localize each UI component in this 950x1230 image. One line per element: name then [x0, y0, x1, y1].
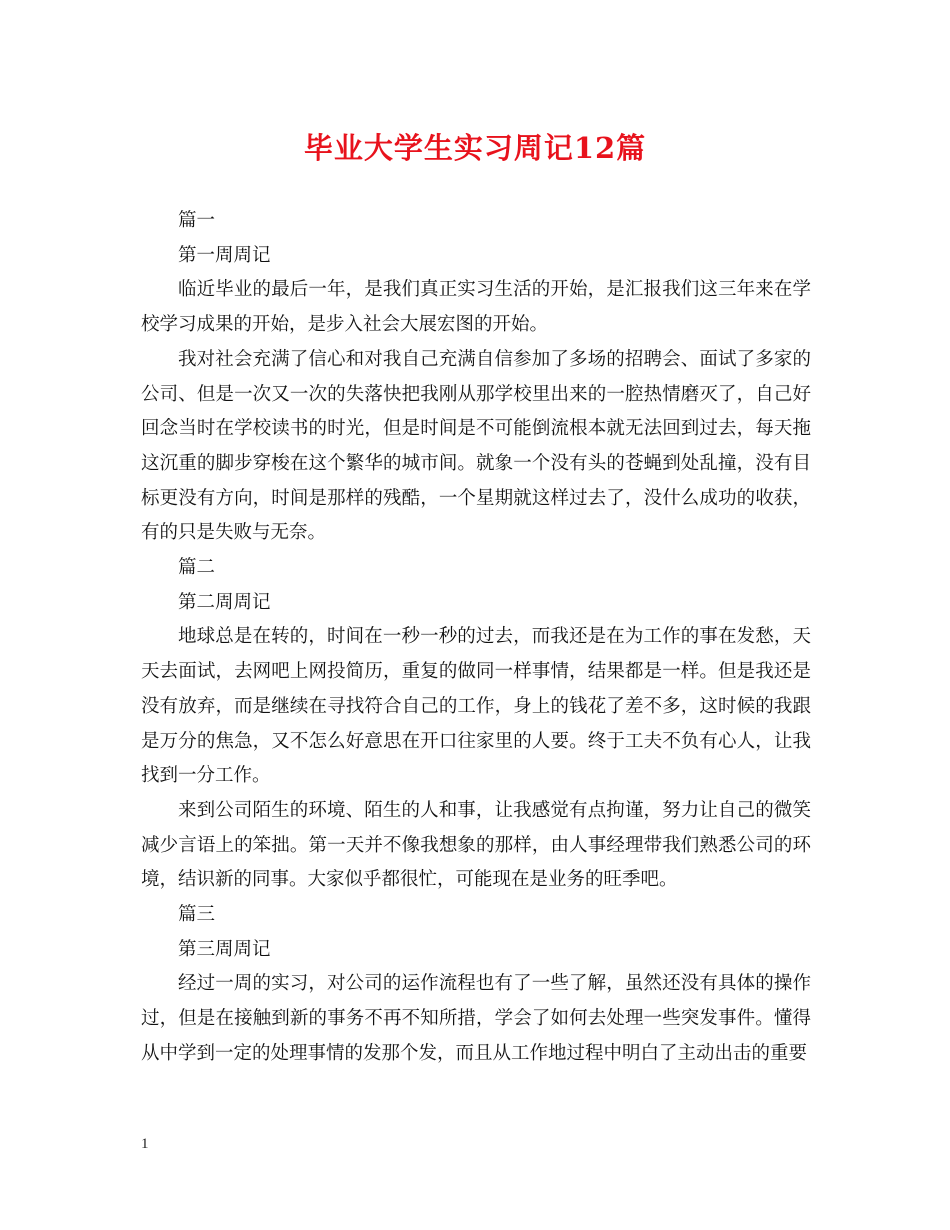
paragraph-section-label: 篇三 [178, 904, 216, 926]
paragraph: 地球总是在转的，时间在一秒一秒的过去，而我还是在为工作的事在发愁，天天去面试，去网吧上网投简历，重复的做同一样事情，结果都是一样。但是我还是没有放弃，而是继续在寻找符合自己的工作，身上的钱花了差不多，这时候的我跟是万分的焦急，又不怎么好意思在开口往家里的人要。终于工夫不负有心人，让我找到一分工作。 [141, 626, 811, 787]
paragraph: 来到公司陌生的环境、陌生的人和事，让我感觉有点拘谨，努力让自己的微笑减少言语上的笨拙。第一天并不像我想象的那样，由人事经理带我们熟悉公司的环境，结识新的同事。大家似乎都很忙，可能现在是业务的旺季吧。 [141, 799, 811, 891]
paragraph-heading: 第二周周记 [178, 591, 271, 613]
paragraph: 我对社会充满了信心和对我自己充满自信参加了多场的招聘会、面试了多家的公司、但是一次又一次的失落快把我刚从那学校里出来的一腔热情磨灭了，自己好回念当时在学校读书的时光，但是时间是不可能倒流根本就无法回到过去，每天拖这沉重的脚步穿梭在这个繁华的城市间。就象一个没有头的苍蝇到处乱撞，没有目标更没有方向，时间是那样的残酷，一个星期就这样过去了，没什么成功的收获，有的只是失败与无奈。 [141, 348, 811, 544]
paragraph-section-label: 篇一 [178, 210, 216, 231]
paragraph-section-label: 篇二 [178, 557, 216, 579]
paragraph-heading: 第三周周记 [178, 938, 271, 960]
paragraph: 经过一周的实习，对公司的运作流程也有了一些了解，虽然还没有具体的操作过，但是在接触到新的事务不再不知所措，学会了如何去处理一些突发事件。懂得从中学到一定的处理事情的发那个发，而且从工作地过程中明白了主动出击的重要 [141, 973, 811, 1064]
document-body [141, 204, 811, 1072]
paragraph-heading: 第一周周记 [178, 244, 271, 266]
paragraph: 临近毕业的最后一年，是我们真正实习生活的开始，是汇报我们这三年来在学校学习成果的开始，是步入社会大展宏图的开始。 [141, 279, 811, 336]
page-number: 1 [141, 1136, 149, 1152]
document-title: 毕业大学生实习周记12篇 [303, 131, 647, 165]
